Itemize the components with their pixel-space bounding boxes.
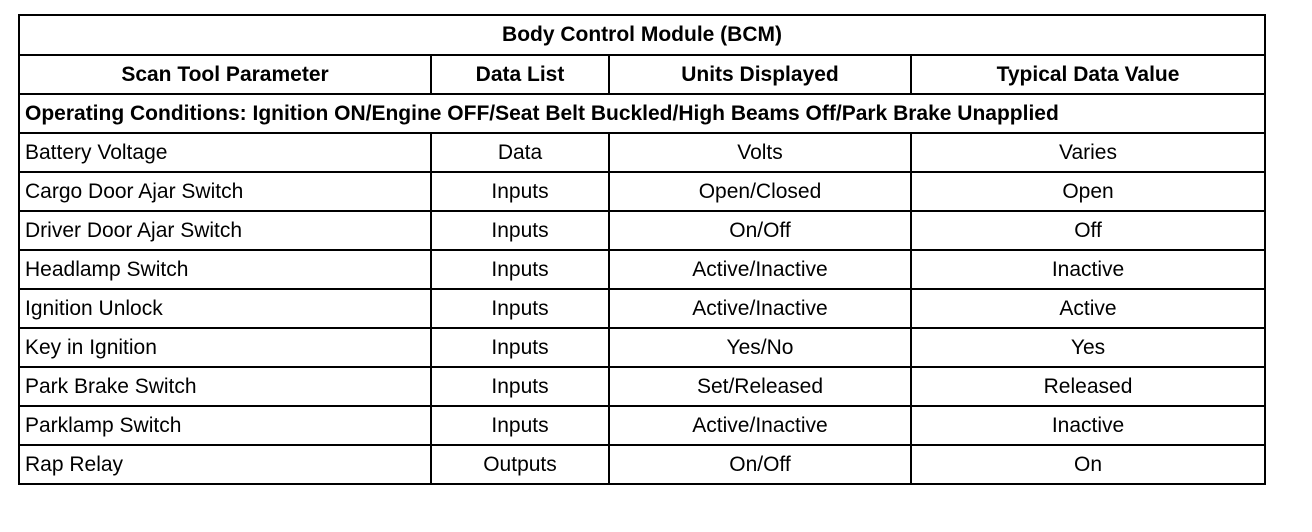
header-units-displayed: Units Displayed: [609, 55, 911, 94]
cell-units: Set/Released: [609, 367, 911, 406]
cell-typical-value: Active: [911, 289, 1265, 328]
cell-parameter: Key in Ignition: [19, 328, 431, 367]
header-data-list: Data List: [431, 55, 609, 94]
table-row: [19, 250, 1265, 289]
cell-data-list: Inputs: [431, 289, 609, 328]
cell-data-list: Inputs: [431, 406, 609, 445]
table-row: [19, 172, 1265, 211]
cell-parameter: Driver Door Ajar Switch: [19, 211, 431, 250]
table-body: [19, 133, 1265, 484]
cell-units: On/Off: [609, 445, 911, 484]
cell-data-list: Outputs: [431, 445, 609, 484]
table-row: [19, 289, 1265, 328]
cell-units: Yes/No: [609, 328, 911, 367]
operating-conditions-row: [19, 94, 1265, 133]
cell-typical-value: On: [911, 445, 1265, 484]
cell-typical-value: Inactive: [911, 406, 1265, 445]
cell-typical-value: Open: [911, 172, 1265, 211]
table-row: [19, 211, 1265, 250]
operating-conditions: Operating Conditions: Ignition ON/Engine OFF/Seat Belt Buckled/High Beams Off/Park Brake Unapplied: [19, 94, 1265, 133]
table-row: [19, 406, 1265, 445]
cell-parameter: Cargo Door Ajar Switch: [19, 172, 431, 211]
bcm-data-table: [18, 14, 1266, 485]
cell-typical-value: Yes: [911, 328, 1265, 367]
cell-parameter: Headlamp Switch: [19, 250, 431, 289]
cell-parameter: Parklamp Switch: [19, 406, 431, 445]
cell-parameter: Ignition Unlock: [19, 289, 431, 328]
cell-data-list: Data: [431, 133, 609, 172]
cell-typical-value: Varies: [911, 133, 1265, 172]
cell-units: On/Off: [609, 211, 911, 250]
cell-parameter: Battery Voltage: [19, 133, 431, 172]
cell-typical-value: Released: [911, 367, 1265, 406]
cell-units: Open/Closed: [609, 172, 911, 211]
table-row: [19, 133, 1265, 172]
cell-typical-value: Off: [911, 211, 1265, 250]
cell-units: Active/Inactive: [609, 406, 911, 445]
cell-data-list: Inputs: [431, 328, 609, 367]
cell-data-list: Inputs: [431, 250, 609, 289]
cell-parameter: Rap Relay: [19, 445, 431, 484]
cell-typical-value: Inactive: [911, 250, 1265, 289]
table-row: [19, 367, 1265, 406]
cell-data-list: Inputs: [431, 211, 609, 250]
cell-data-list: Inputs: [431, 172, 609, 211]
table-title: Body Control Module (BCM): [19, 15, 1265, 55]
cell-parameter: Park Brake Switch: [19, 367, 431, 406]
table-row: [19, 445, 1265, 484]
column-header-row: [19, 55, 1265, 94]
cell-units: Active/Inactive: [609, 250, 911, 289]
cell-units: Volts: [609, 133, 911, 172]
header-typical-data-value: Typical Data Value: [911, 55, 1265, 94]
table-row: [19, 328, 1265, 367]
cell-units: Active/Inactive: [609, 289, 911, 328]
table-title-row: [19, 15, 1265, 55]
cell-data-list: Inputs: [431, 367, 609, 406]
header-scan-tool-parameter: Scan Tool Parameter: [19, 55, 431, 94]
